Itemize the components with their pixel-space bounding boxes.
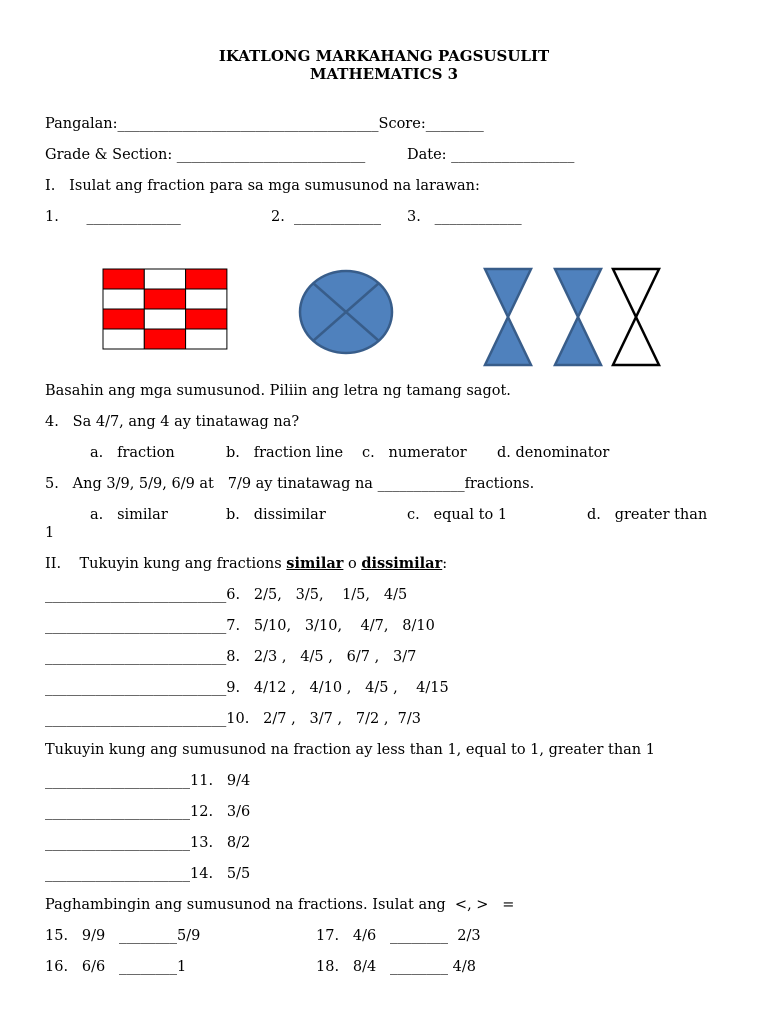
grid-cell <box>186 309 227 329</box>
hourglass-triangle <box>485 317 531 365</box>
grid-cell <box>186 269 227 289</box>
figure-grid <box>102 268 228 352</box>
part2-or: o <box>343 556 362 572</box>
q4-option-a: a. fraction <box>90 445 175 461</box>
part2-instruction <box>45 555 447 573</box>
part1-item-2: 2. ____________ <box>271 209 382 225</box>
q5-option-c: c. equal to 1 <box>407 507 508 523</box>
part4-instruction: Paghambingin ang sumusunod na fractions. Isulat ang <, > = <box>45 897 515 913</box>
part2-item-9: _________________________9. 4/12 , 4/10 , 4/5 , 4/15 <box>45 680 449 696</box>
title-line-2: MATHEMATICS 3 <box>309 65 459 83</box>
hourglass-triangle <box>555 317 601 365</box>
grid-cell <box>103 329 144 349</box>
grid-cell <box>186 289 227 309</box>
grid-cell <box>144 269 185 289</box>
part2-item-10: _________________________10. 2/7 , 3/7 , 7/2 , 7/3 <box>45 711 422 727</box>
question-17: 17. 4/6 ________ 2/3 <box>316 928 481 944</box>
question-16: 16. 6/6 ________1 <box>45 959 187 975</box>
part2-colon: : <box>442 556 448 572</box>
hourglass-triangle <box>613 317 659 365</box>
grid-cell <box>144 309 185 329</box>
q5-option-d-wrap: 1 <box>45 525 55 541</box>
grid-cell <box>144 329 185 349</box>
hourglass-triangle <box>485 269 531 317</box>
hourglass-triangle <box>555 269 601 317</box>
figure-hourglasses <box>482 266 664 368</box>
grid-cell <box>144 289 185 309</box>
part1-item-1: 1. _____________ <box>45 209 181 225</box>
q5-option-a: a. similar <box>90 507 168 523</box>
grid-cell <box>186 329 227 349</box>
part3-item-13: ____________________13. 8/2 <box>45 835 251 851</box>
part3-instruction: Tukuyin kung ang sumusunod na fraction ay less than 1, equal to 1, greater than 1 <box>45 742 655 758</box>
grid-cell <box>103 309 144 329</box>
part3-item-12: ____________________12. 3/6 <box>45 804 251 820</box>
part2-dissimilar: dissimilar <box>361 555 443 572</box>
question-4: 4. Sa 4/7, ang 4 ay tinatawag na? <box>45 414 300 430</box>
figure-circle <box>296 267 396 357</box>
part1-item-3: 3. ____________ <box>407 209 522 225</box>
question-15: 15. 9/9 ________5/9 <box>45 928 201 944</box>
grade-section-line: Grade & Section: __________________________ <box>45 147 366 163</box>
part2-prefix: II. Tukuyin kung ang fractions <box>45 556 287 572</box>
title-line-1: IKATLONG MARKAHANG PAGSUSULIT <box>218 47 550 65</box>
part2-item-7: _________________________7. 5/10, 3/10, 4/7, 8/10 <box>45 618 435 634</box>
q5-option-b: b. dissimilar <box>226 507 326 523</box>
question-18: 18. 8/4 ________ 4/8 <box>316 959 476 975</box>
part3-item-14: ____________________14. 5/5 <box>45 866 251 882</box>
part2-similar: similar <box>286 555 344 572</box>
q5-option-d: d. greater than <box>587 507 708 523</box>
name-score-line: Pangalan:____________________________________Score:________ <box>45 116 484 132</box>
hourglass-triangle <box>613 269 659 317</box>
q4-option-c: c. numerator <box>362 445 467 461</box>
question-5: 5. Ang 3/9, 5/9, 6/9 at 7/9 ay tinatawag na ____________fractions. <box>45 476 535 492</box>
date-line: Date: _________________ <box>407 147 575 163</box>
part1-instruction: I. Isulat ang fraction para sa mga sumusunod na larawan: <box>45 178 480 194</box>
grid-cell <box>103 289 144 309</box>
grid-cell <box>103 269 144 289</box>
part3-item-11: ____________________11. 9/4 <box>45 773 251 789</box>
mc-instruction: Basahin ang mga sumusunod. Piliin ang letra ng tamang sagot. <box>45 383 511 399</box>
part2-item-8: _________________________8. 2/3 , 4/5 , 6/7 , 3/7 <box>45 649 417 665</box>
q4-option-b: b. fraction line <box>226 445 344 461</box>
q4-option-d: d. denominator <box>497 445 610 461</box>
part2-item-6: _________________________6. 2/5, 3/5, 1/5, 4/5 <box>45 587 408 603</box>
